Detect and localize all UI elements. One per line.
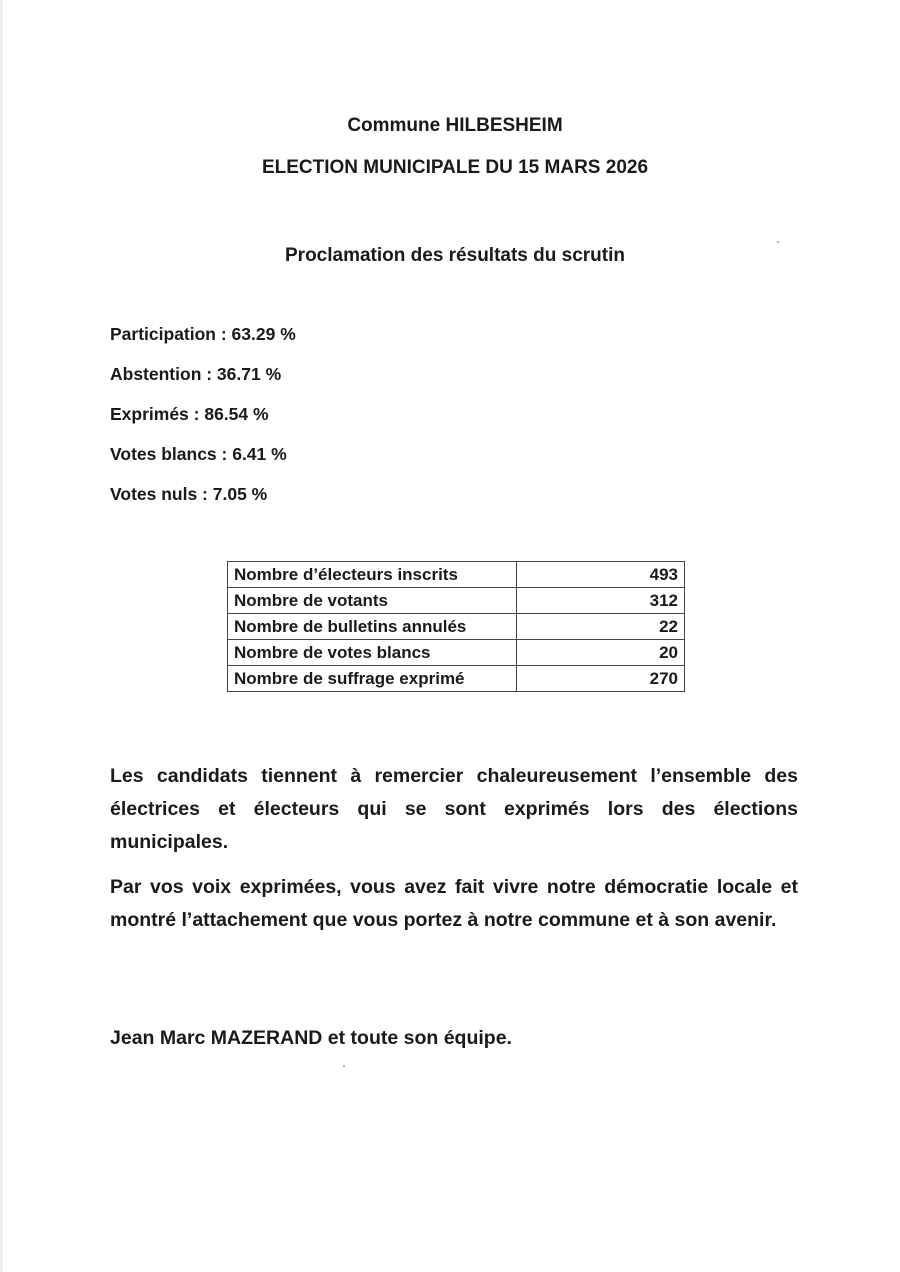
stat-exprimes: Exprimés : 86.54 % <box>110 404 269 424</box>
table-row <box>228 640 685 666</box>
row-label: Nombre de votants <box>228 588 517 614</box>
stats-list <box>110 320 296 520</box>
stat-votes-nuls: Votes nuls : 7.05 % <box>110 484 268 504</box>
thank-you-message <box>110 760 798 949</box>
table-row <box>228 562 685 588</box>
row-value: 270 <box>517 666 685 692</box>
row-value: 22 <box>517 614 685 640</box>
signature: Jean Marc MAZERAND et toute son équipe. <box>110 1027 512 1049</box>
commune-name: Commune HILBESHEIM <box>347 115 563 136</box>
stat-abstention: Abstention : 36.71 % <box>110 364 282 384</box>
row-label: Nombre de votes blancs <box>228 640 517 666</box>
table-row <box>228 588 685 614</box>
row-label: Nombre de suffrage exprimé <box>228 666 517 692</box>
document-header <box>0 112 900 196</box>
table-row <box>228 614 685 640</box>
election-title: ELECTION MUNICIPALE DU 15 MARS 2026 <box>261 157 649 178</box>
stat-participation: Participation : 63.29 % <box>110 324 296 344</box>
row-value: 312 <box>517 588 685 614</box>
results-table <box>227 561 685 692</box>
message-paragraph-1: Les candidats tiennent à remercier chaleureusement l’ensemble des électrices et électeurs qui se sont exprimés lors des élections municipales. <box>110 765 798 853</box>
stat-votes-blancs: Votes blancs : 6.41 % <box>110 444 287 464</box>
row-value: 493 <box>517 562 685 588</box>
row-label: Nombre de bulletins annulés <box>228 614 517 640</box>
proclamation-title: Proclamation des résultats du scrutin <box>285 245 625 266</box>
row-value: 20 <box>517 640 685 666</box>
scan-speck <box>343 1065 345 1067</box>
scan-speck <box>777 241 779 243</box>
row-label: Nombre d’électeurs inscrits <box>228 562 517 588</box>
table-row <box>228 666 685 692</box>
message-paragraph-2: Par vos voix exprimées, vous avez fait vivre notre démocratie locale et montré l’attachement que vous portez à notre commune et à son avenir. <box>110 876 798 931</box>
